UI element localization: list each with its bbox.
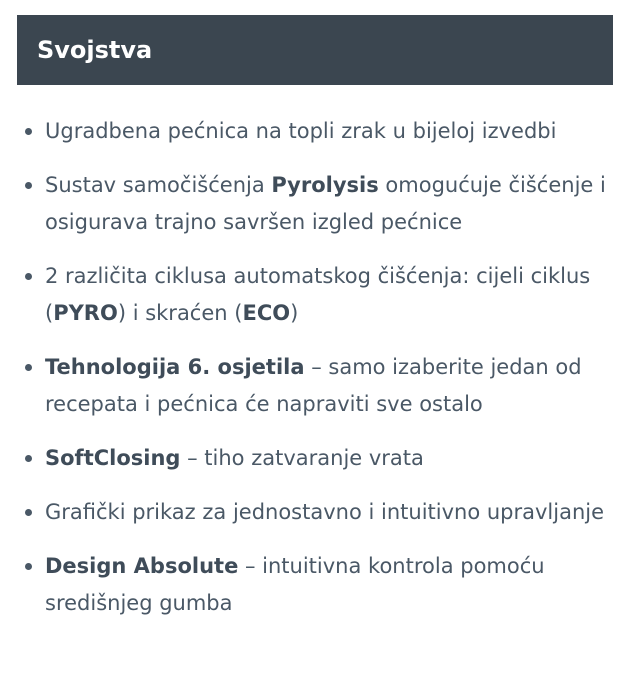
feature-text: – intuitivna kontrola pomoću središnjeg gumba (45, 554, 545, 615)
feature-highlight: Design Absolute (45, 554, 239, 578)
list-item (17, 113, 617, 150)
feature-text: – tiho zatvaranje vrata (180, 446, 424, 470)
feature-highlight: Tehnologija 6. osjetila (45, 355, 305, 379)
section-title: Svojstva (37, 36, 153, 64)
feature-highlight: Pyrolysis (271, 173, 379, 197)
bullet-icon (25, 273, 32, 280)
list-item (17, 167, 617, 241)
feature-text: ) (290, 301, 299, 325)
feature-highlight: SoftClosing (45, 446, 181, 470)
feature-text: – samo izaberite jedan od recepata i pećnica će napraviti sve ostalo (45, 355, 582, 416)
list-item (17, 548, 617, 622)
bullet-icon (25, 563, 32, 570)
feature-text: omogućuje čišćenje i osigurava trajno savršen izgled pećnice (45, 173, 606, 234)
bullet-icon (25, 509, 32, 516)
bullet-icon (25, 364, 32, 371)
bullet-icon (25, 455, 32, 462)
feature-highlight: ECO (242, 301, 291, 325)
feature-highlight: PYRO (53, 301, 118, 325)
feature-text: ) i skraćen ( (117, 301, 243, 325)
list-item (17, 349, 617, 423)
feature-text: Sustav samočišćenja (45, 173, 272, 197)
list-item (17, 440, 617, 477)
bullet-icon (25, 182, 32, 189)
bullet-icon (25, 128, 32, 135)
features-list (17, 113, 617, 639)
feature-text: 2 različita ciklusa automatskog čišćenja: cijeli ciklus ( (45, 264, 591, 325)
feature-text: Ugradbena pećnica na topli zrak u bijeloj izvedbi (45, 119, 557, 143)
feature-text: Grafički prikaz za jednostavno i intuitivno upravljanje (45, 500, 605, 524)
list-item (17, 258, 617, 332)
section-header (17, 15, 613, 85)
list-item (17, 494, 617, 531)
